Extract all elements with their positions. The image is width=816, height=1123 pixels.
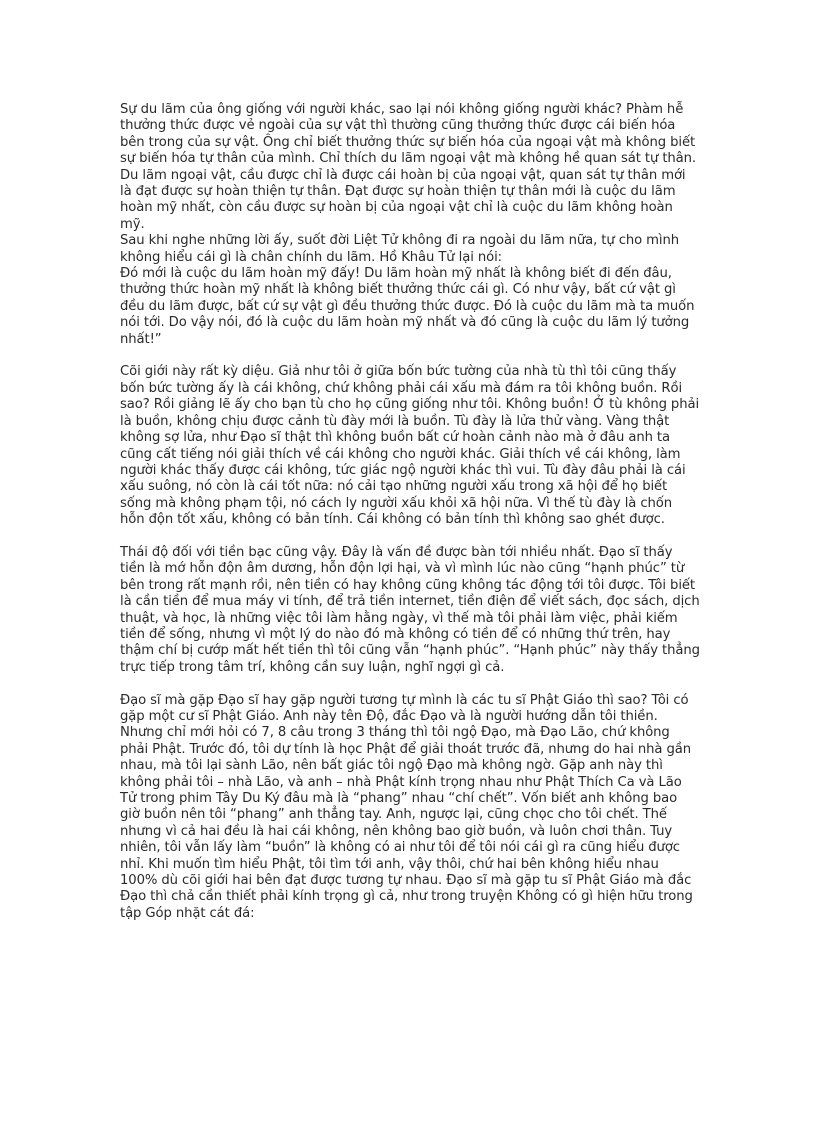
paragraph: Sau khi nghe những lời ấy, suốt đời Liệt Tử không đi ra ngoài du lãm nữa, tự cho mình không hiểu cái gì là chân chính du lãm. Hồ Khâu Tử lại nói: [120,233,679,265]
paragraph-gap [120,529,700,545]
paragraph: Sự du lãm của ông giống với người khác, sao lại nói không giống người khác? Phàm hễ thưởng thức được vẻ ngoài của sự vật thì thường cũng thưởng thức được cái biến hóa bên trong của sự vật. Ông chỉ biết thưởng thức sự biến hóa của ngoại vật mà không biết sự biến hóa tự thân của mình. Chỉ thích du lãm ngoại vật mà không hề quan sát tự thân. Du lãm ngoại vật, cầu được chỉ là được cái hoàn bị của ngoại vật, quan sát tự thân mới là đạt được sự hoàn thiện tự thân. Đạt được sự hoàn thiện tự thân mới là cuộc du lãm hoàn mỹ nhất, còn cầu được sự hoàn bị của ngoại vật chỉ là cuộc du lãm không hoàn mỹ. [120,102,697,232]
paragraph: Đó mới là cuộc du lãm hoàn mỹ đấy! Du lãm hoàn mỹ nhất là không biết đi đến đâu, thưởng thức hoàn mỹ nhất là không biết thưởng thức cái gì. Có như vậy, bất cứ vật gì đều du lãm được, bất cứ sự vật gì đều thưởng thức được. Đó là cuộc du lãm mà ta muốn nói tới. Do vậy nói, đó là cuộc du lãm hoàn mỹ nhất và đó cũng là cuộc du lãm lý tưởng nhất!” [120,266,695,347]
paragraph-gap [120,676,700,692]
paragraph: Đạo sĩ mà gặp Đạo sĩ hay gặp người tương tự mình là các tu sĩ Phật Giáo thì sao? Tôi có gặp một cư sĩ Phật Giáo. Anh này tên Độ, đắc Đạo và là người hướng dẫn tôi thiền. Nhưng chỉ mới hỏi có 7, 8 câu trong 3 tháng thì tôi ngộ Đạo, mà Đạo Lão, chứ không phải Phật. Trước đó, tôi dự tính là học Phật để giải thoát trước đã, nhưng do hai nhà gần nhau, mà tôi lại sành Lão, nên bất giác tôi ngộ Đạo mà không ngờ. Gặp anh này thì không phải tôi – nhà Lão, và anh – nhà Phật kính trọng nhau như Phật Thích Ca và Lão Tử trong phim Tây Du Ký đâu mà là “phang” nhau “chí chết”. Vốn biết anh không bao giờ buồn nên tôi “phang” anh thẳng tay. Anh, ngược lại, cũng chọc cho tôi chết. Thế nhưng vì cả hai đều là hai cái không, nên không bao giờ buồn, và luôn chơi thân. Tuy nhiên, tôi vẫn lấy làm “buồn” là không có ai như tôi để tôi nói cái gì ra cũng hiểu được nhỉ. Khi muốn tìm hiểu Phật, tôi tìm tới anh, vậy thôi, chứ hai bên không hiểu nhau 100% dù cõi giới hai bên đạt được tương tự nhau. Đạo sĩ mà gặp tu sĩ Phật Giáo mà đắc Đạo thì chả cần thiết phải kính trọng gì cả, như trong truyện Không có gì hiện hữu trong tập Góp nhặt cát đá: [120,692,693,921]
paragraph-gap [120,348,700,364]
paragraph: Cõi giới này rất kỳ diệu. Giả như tôi ở giữa bốn bức tường của nhà tù thì tôi cũng thấy bốn bức tường ấy là cái không, chứ không phải cái xấu mà đám ra tôi không buồn. Rồi sao? Rồi giảng lẽ ấy cho bạn tù cho họ cũng giống như tôi. Không buồn! Ở tù không phải là buồn, không chịu được cảnh tù đày mới là buồn. Tù đày là lửa thử vàng. Vàng thật không sợ lửa, như Đạo sĩ thật thì không buồn bất cứ hoàn cảnh nào mà ở đâu anh ta cũng cất tiếng nói giải thích về cái không cho người khác. Giải thích về cái không, làm người khác thấy được cái không, tức giác ngộ người khác thì vui. Tù đày đâu phải là cái xấu suông, nó còn là cái tốt nữa: nó cải tạo những người xấu trong xã hội để họ biết sống mà không phạm tội, nó cách ly người xấu khỏi xã hội nữa. Vì thế tù đày là chốn hỗn độn tốt xấu, không có bản tính. Cái không có bản tính thì không sao ghét được. [120,364,700,528]
paragraph: Thái độ đối với tiền bạc cũng vậy. Đây là vấn đề được bàn tới nhiều nhất. Đạo sĩ thấy tiền là mớ hỗn độn âm dương, hỗn độn lợi hại, và vì mình lúc nào cũng “hạnh phúc” từ bên trong rất mạnh rồi, nên tiền có hay không cũng không tác động tới tôi được. Tôi biết là cần tiền để mua máy vi tính, để trả tiền internet, tiền điện để viết sách, đọc sách, dịch thuật, và học, là những việc tôi làm hằng ngày, vì thế mà tôi phải làm việc, phải kiếm tiền để sống, nhưng vì một lý do nào đó mà không có tiền để có những thứ trên, hay thậm chí bị cướp mất hết tiền thì tôi cũng vẫn “hạnh phúc”. “Hạnh phúc” này thấy thẳng trực tiếp trong tâm trí, không cần suy luận, nghĩ ngợi gì cả. [120,544,700,675]
document-body [120,102,700,922]
